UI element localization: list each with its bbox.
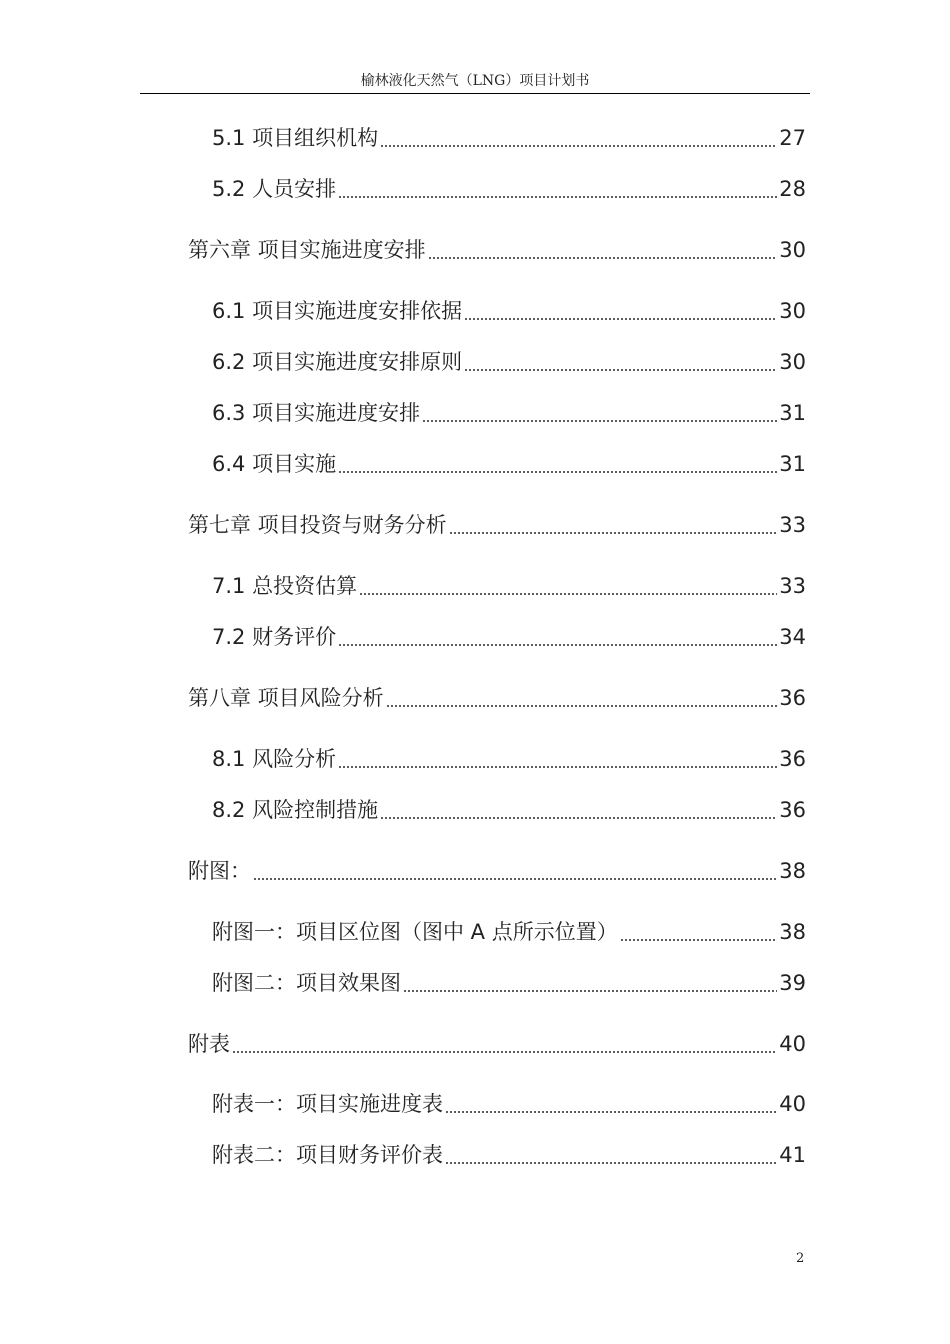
toc-entry-page: 30	[779, 350, 806, 374]
toc-dot-leader	[386, 705, 778, 707]
toc-entry-page: 33	[779, 574, 806, 598]
toc-dot-leader	[620, 939, 778, 941]
toc-dot-leader	[338, 471, 777, 473]
toc-dot-leader	[338, 196, 777, 198]
header-rule	[140, 93, 810, 94]
toc-entry-label: 附表	[188, 1032, 230, 1056]
toc-entry-label: 6.2 项目实施进度安排原则	[212, 350, 463, 374]
toc-entry-label: 附图二：项目效果图	[212, 971, 401, 995]
toc-entry[interactable]	[188, 855, 806, 887]
toc-entry-label: 附表一：项目实施进度表	[212, 1092, 443, 1116]
toc-dot-leader	[464, 318, 777, 320]
toc-entry-page: 34	[779, 625, 806, 649]
toc-entry[interactable]	[188, 682, 806, 714]
toc-dot-leader	[445, 1111, 777, 1113]
running-header: 榆林液化天然气（LNG）项目计划书	[360, 73, 590, 89]
toc-entry-page: 31	[779, 401, 806, 425]
toc-entry-label: 附图：	[188, 859, 251, 883]
toc-entry-label: 6.3 项目实施进度安排	[212, 401, 421, 425]
toc-entry-label: 6.1 项目实施进度安排依据	[212, 299, 463, 323]
toc-entry[interactable]	[212, 967, 806, 999]
toc-entry[interactable]	[188, 234, 806, 266]
toc-entry[interactable]	[188, 1028, 806, 1060]
toc-entry[interactable]	[212, 173, 806, 205]
toc-entry-label: 7.1 总投资估算	[212, 574, 358, 598]
toc-entry[interactable]	[212, 916, 806, 948]
toc-entry-page: 41	[779, 1143, 806, 1167]
toc-entry-label: 5.1 项目组织机构	[212, 126, 379, 150]
toc-entry-label: 8.2 风险控制措施	[212, 798, 379, 822]
toc-entry-label: 第七章 项目投资与财务分析	[188, 513, 447, 537]
toc-dot-leader	[380, 817, 777, 819]
toc-entry[interactable]	[212, 346, 806, 378]
toc-entry[interactable]	[212, 1139, 806, 1171]
toc-entry-label: 5.2 人员安排	[212, 177, 337, 201]
toc-entry[interactable]	[212, 794, 806, 826]
toc-entry-page: 31	[779, 452, 806, 476]
toc-entry-label: 6.4 项目实施	[212, 452, 337, 476]
toc-entry[interactable]	[212, 295, 806, 327]
toc-entry-label: 8.1 风险分析	[212, 747, 337, 771]
toc-entry-page: 36	[779, 747, 806, 771]
toc-entry[interactable]	[212, 448, 806, 480]
toc-dot-leader	[338, 766, 777, 768]
toc-entry-label: 第六章 项目实施进度安排	[188, 238, 426, 262]
toc-entry-page: 39	[779, 971, 806, 995]
toc-entry-label: 7.2 财务评价	[212, 625, 337, 649]
toc-entry-page: 27	[779, 126, 806, 150]
toc-entry[interactable]	[212, 570, 806, 602]
toc-entry-label: 附图一：项目区位图（图中 A 点所示位置）	[212, 920, 618, 944]
toc-dot-leader	[449, 532, 778, 534]
page-number: 2	[796, 1251, 805, 1266]
toc-dot-leader	[253, 878, 777, 880]
toc-dot-leader	[380, 145, 777, 147]
toc-dot-leader	[428, 257, 778, 259]
toc-dot-leader	[445, 1162, 777, 1164]
toc-entry-page: 36	[779, 686, 806, 710]
toc-entry[interactable]	[212, 1088, 806, 1120]
toc-entry-label: 附表二：项目财务评价表	[212, 1143, 443, 1167]
toc-entry[interactable]	[212, 122, 806, 154]
toc-entry-page: 30	[779, 299, 806, 323]
toc-dot-leader	[338, 644, 777, 646]
toc-entry-page: 36	[779, 798, 806, 822]
toc-dot-leader	[403, 990, 777, 992]
toc-dot-leader	[422, 420, 777, 422]
toc-dot-leader	[464, 369, 777, 371]
toc-entry-page: 28	[779, 177, 806, 201]
toc-entry-page: 38	[779, 859, 806, 883]
toc-dot-leader	[232, 1051, 777, 1053]
toc-entry-page: 30	[779, 238, 806, 262]
toc-entry[interactable]	[212, 397, 806, 429]
toc-entry-label: 第八章 项目风险分析	[188, 686, 384, 710]
toc-entry[interactable]	[212, 621, 806, 653]
toc-entry-page: 40	[779, 1032, 806, 1056]
toc-entry[interactable]	[212, 743, 806, 775]
toc-entry-page: 38	[779, 920, 806, 944]
toc-dot-leader	[359, 593, 777, 595]
toc-entry-page: 40	[779, 1092, 806, 1116]
toc-entry-page: 33	[779, 513, 806, 537]
toc-entry[interactable]	[188, 509, 806, 541]
